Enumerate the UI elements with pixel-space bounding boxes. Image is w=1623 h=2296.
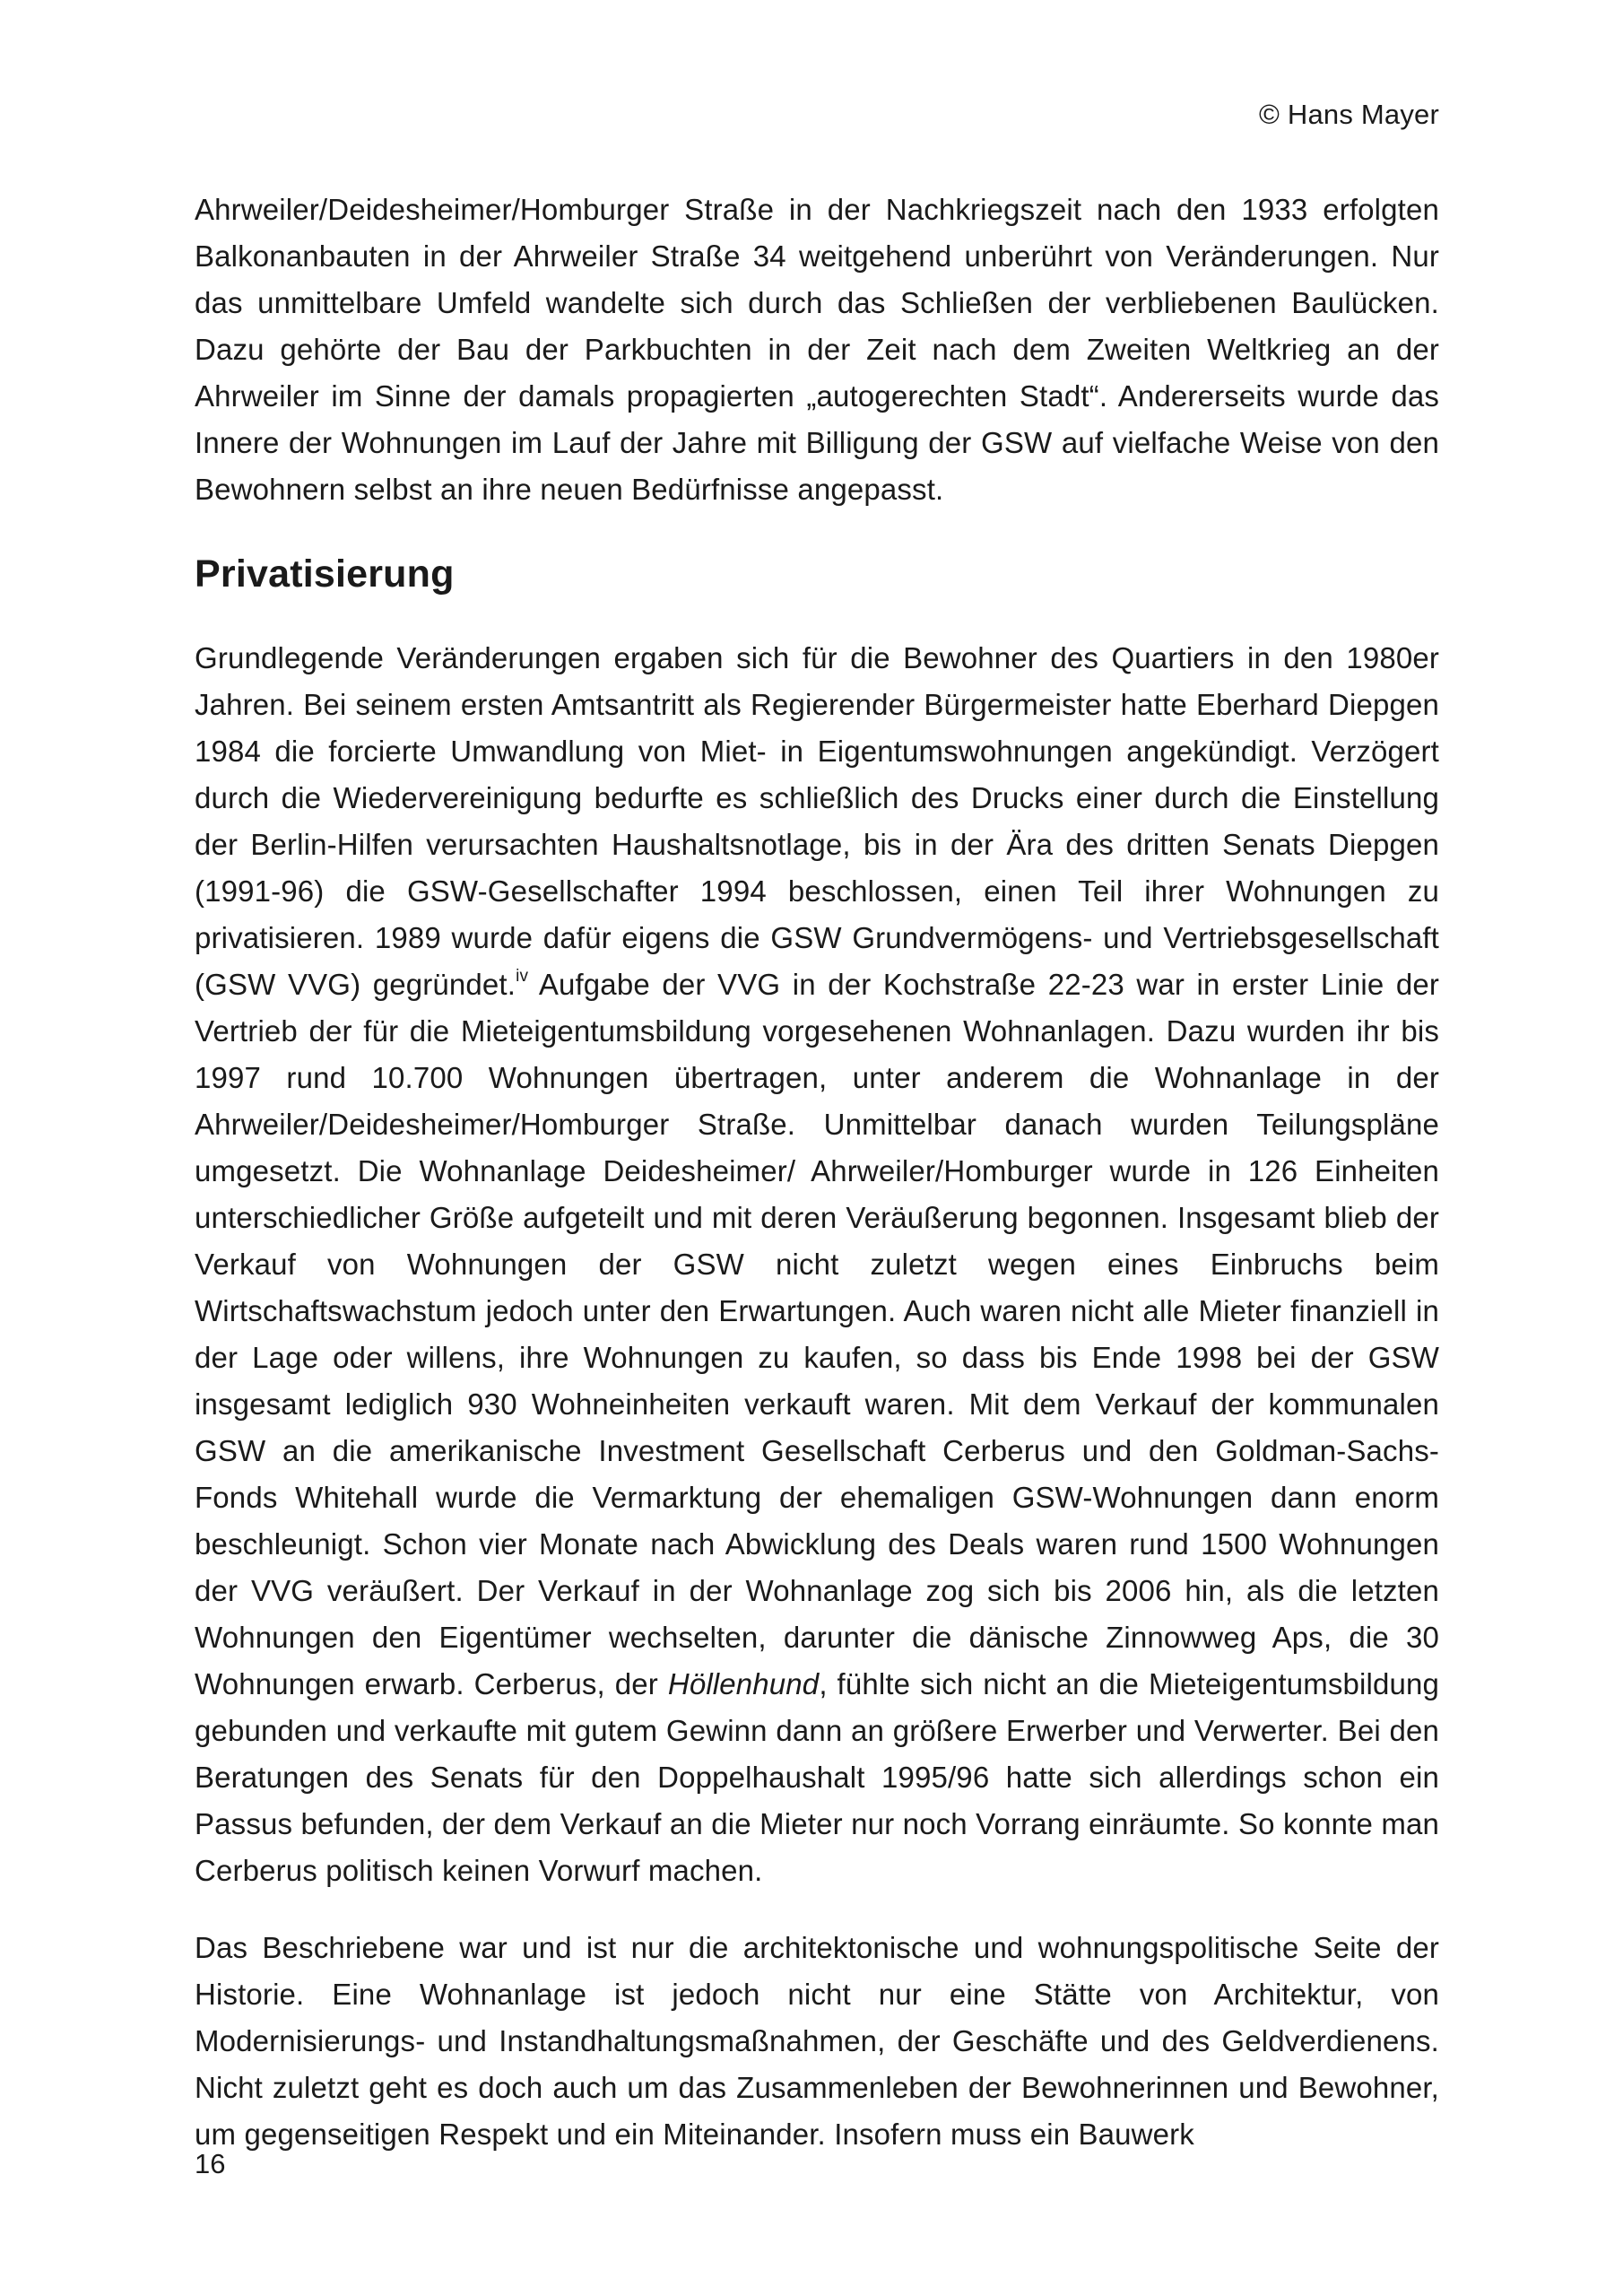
paragraph-3: Das Beschriebene war und ist nur die architektonische und wohnungspolitische Seite der Historie. Eine Wohnanlage ist jedoch nicht nur eine Stätte von Architektur, von Modernisierungs- und Instandhaltungsmaßnahmen, der Geschäfte und des Geldverdienens. Nicht zuletzt geht es doch auch um das Zusammenleben der Bewohnerinnen und Bewohner, um gegenseitigen Respekt und ein Miteinander. Insofern muss ein Bauwerk [195, 1931, 1439, 2151]
paragraph-2 [195, 635, 1439, 1894]
page-number: 16 [195, 2148, 226, 2179]
footnote-reference[interactable]: iv [516, 967, 529, 986]
copyright-header: © Hans Mayer [1259, 99, 1439, 130]
paragraph-2-part-1: Grundlegende Veränderungen ergaben sich für die Bewohner des Quartiers in den 1980er Jahren. Bei seinem ersten Amtsantritt als Regierender Bürgermeister hatte Eberhard Diepgen 1984 die forcierte Umwandlung von Miet- in Eigentumswohnungen angekündigt. Verzögert durch die Wiedervereinigung bedurfte es schließlich des Drucks einer durch die Einstellung der Berlin-Hilfen verursachten Haushaltsnotlage, bis in der Ära des dritten Senats Diepgen (1991-96) die GSW-Gesellschafter 1994 beschlossen, einen Teil ihrer Wohnungen zu privatisieren. 1989 wurde dafür eigens die GSW Grundvermögens- und Vertriebsgesellschaft (GSW VVG) gegründet. [195, 641, 1439, 1001]
section-heading: Privatisierung [195, 552, 455, 596]
italic-term: Höllenhund [667, 1667, 820, 1700]
body-text [195, 187, 1439, 2158]
document-page [195, 0, 1439, 2296]
paragraph-1: Ahrweiler/Deidesheimer/Homburger Straße in der Nachkriegszeit nach den 1933 erfolgten Balkonanbauten in der Ahrweiler Straße 34 weitgehend unberührt von Veränderungen. Nur das unmittelbare Umfeld wandelte sich durch das Schließen der verbliebenen Baulücken. Dazu gehörte der Bau der Parkbuchten in der Zeit nach dem Zweiten Weltkrieg an der Ahrweiler im Sinne der damals propagierten „autogerechten Stadt“. Andererseits wurde das Innere der Wohnungen im Lauf der Jahre mit Billigung der GSW auf vielfache Weise von den Bewohnern selbst an ihre neuen Bedürfnisse angepasst. [195, 193, 1439, 506]
paragraph-2-part-3: , fühlte sich nicht an die Mieteigentumsbildung gebunden und verkaufte mit gutem Gewinn dann an größere Erwerber und Verwerter. Bei den Beratungen des Senats für den Doppelhaushalt 1995/96 hatte sich allerdings schon ein Passus befunden, der dem Verkauf an die Mieter nur noch Vorrang einräumte. So konnte man Cerberus politisch keinen Vorwurf machen. [195, 1667, 1439, 1887]
paragraph-2-part-2: Aufgabe der VVG in der Kochstraße 22-23 war in erster Linie der Vertrieb der für die Mieteigentumsbildung vorgesehenen Wohnanlagen. Dazu wurden ihr bis 1997 rund 10.700 Wohnungen übertragen, unter anderem die Wohnanlage in der Ahrweiler/Deidesheimer/Homburger Straße. Unmittelbar danach wurden Teilungspläne umgesetzt. Die Wohnanlage Deidesheimer/ Ahrweiler/Homburger wurde in 126 Einheiten unterschiedlicher Größe aufgeteilt und mit deren Veräußerung begonnen. Insgesamt blieb der Verkauf von Wohnungen der GSW nicht zuletzt wegen eines Einbruchs beim Wirtschaftswachstum jedoch unter den Erwartungen. Auch waren nicht alle Mieter finanziell in der Lage oder willens, ihre Wohnungen zu kaufen, so dass bis Ende 1998 bei der GSW insgesamt lediglich 930 Wohneinheiten verkauft waren. Mit dem Verkauf der kommunalen GSW an die amerikanische Investment Gesellschaft Cerberus und den Goldman-Sachs-Fonds Whitehall wurde die Vermarktung der ehemaligen GSW-Wohnungen dann enorm beschleunigt. Schon vier Monate nach Abwicklung des Deals waren rund 1500 Wohnungen der VVG veräußert. Der Verkauf in der Wohnanlage zog sich bis 2006 hin, als die letzten Wohnungen den Eigentümer wechselten, darunter die dänische Zinnowweg Aps, die 30 Wohnungen erwarb. Cerberus, der [195, 968, 1439, 1700]
